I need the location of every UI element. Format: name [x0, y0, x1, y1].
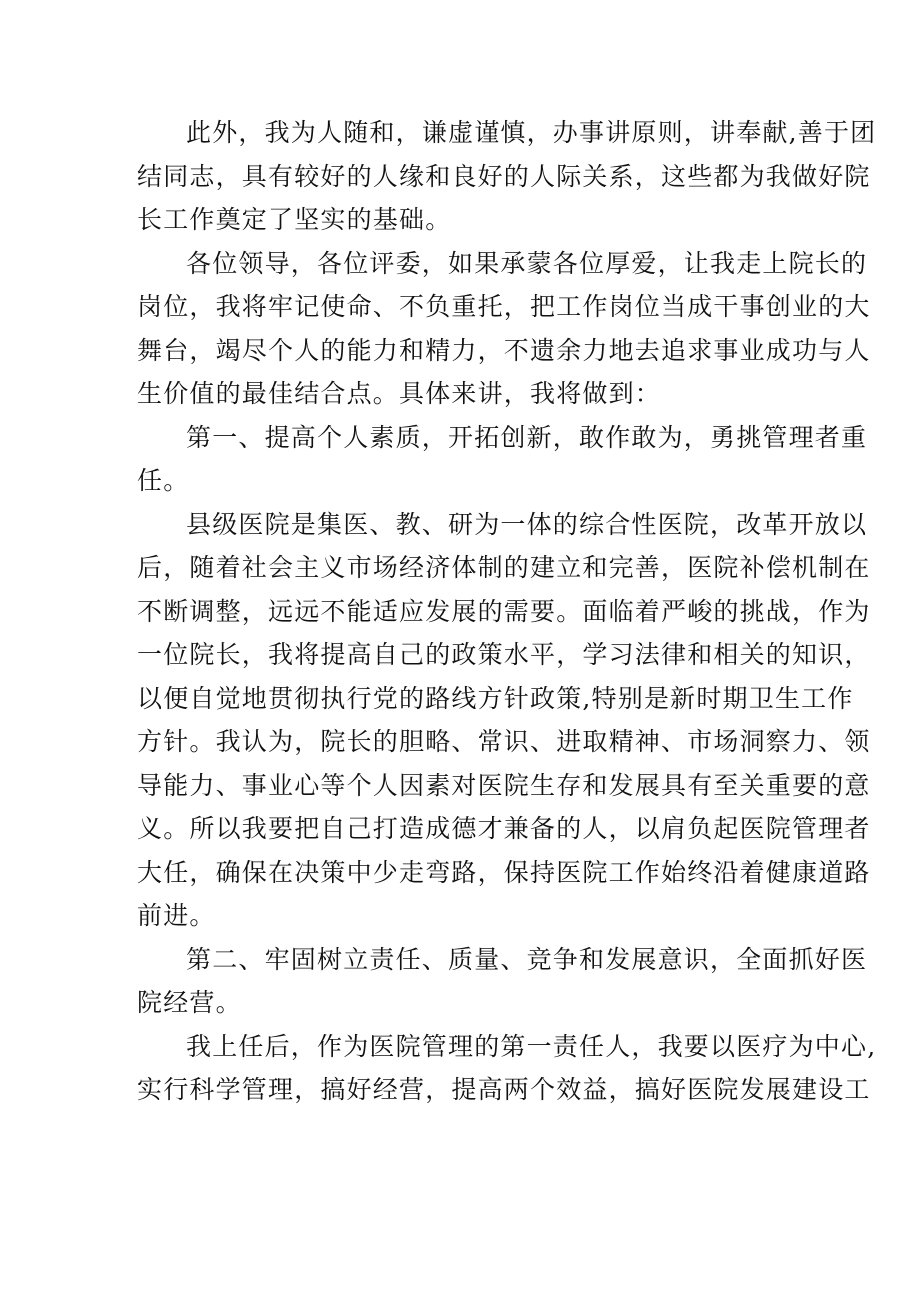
heading-2-line-1: 第二、牢固树立责任、质量、竞争和发展意识，全面抓好医 — [186, 945, 868, 974]
paragraph-2-line-3: 舞台，竭尽个人的能力和精力，不遗余力地去追求事业成功与人 — [137, 336, 871, 365]
paragraph-3-line-10: 前进。 — [137, 901, 216, 930]
paragraph-3-line-3: 不断调整，远远不能适应发展的需要。面临着严峻的挑战，作为 — [137, 597, 871, 626]
paragraph-3-line-4: 一位院长，我将提高自己的政策水平，学习法律和相关的知识， — [137, 640, 871, 669]
paragraph-3-line-6: 方针。我认为，院长的胆略、常识、进取精神、市场洞察力、领 — [137, 727, 871, 756]
paragraph-2-line-1: 各位领导，各位评委，如果承蒙各位厚爱，让我走上院长的 — [186, 249, 868, 278]
paragraph-3-line-8: 义。所以我要把自己打造成德才兼备的人，以肩负起医院管理者 — [137, 814, 871, 843]
paragraph-3-line-2: 后，随着社会主义市场经济体制的建立和完善，医院补偿机制在 — [137, 553, 871, 582]
paragraph-1-line-2: 结同志，具有较好的人缘和良好的人际关系，这些都为我做好院 — [137, 162, 871, 191]
paragraph-4-line-2: 实行科学管理，搞好经营，提高两个效益，搞好医院发展建设工 — [137, 1075, 871, 1104]
paragraph-2-line-4: 生价值的最佳结合点。具体来讲，我将做到： — [137, 379, 662, 408]
paragraph-3-line-5: 以便自觉地贯彻执行党的路线方针政策,特别是新时期卫生工作 — [137, 684, 854, 713]
heading-1-line-1: 第一、提高个人素质，开拓创新，敢作敢为，勇挑管理者重 — [186, 423, 868, 452]
heading-1-line-2: 任。 — [137, 466, 190, 495]
paragraph-3-line-1: 县级医院是集医、教、研为一体的综合性医院，改革开放以 — [186, 510, 868, 539]
paragraph-1-line-1: 此外，我为人随和，谦虚谨慎，办事讲原则，讲奉献,善于团 — [186, 118, 877, 147]
paragraph-3-line-7: 导能力、事业心等个人因素对医院生存和发展具有至关重要的意 — [137, 771, 871, 800]
paragraph-4-line-1: 我上任后，作为医院管理的第一责任人，我要以医疗为中心, — [186, 1032, 877, 1061]
heading-2-line-2: 院经营。 — [137, 988, 242, 1017]
paragraph-1-line-3: 长工作奠定了坚实的基础。 — [137, 205, 452, 234]
paragraph-2-line-2: 岗位，我将牢记使命、不负重托，把工作岗位当成干事创业的大 — [137, 292, 871, 321]
paragraph-3-line-9: 大任，确保在决策中少走弯路，保持医院工作始终沿着健康道路 — [137, 858, 871, 887]
